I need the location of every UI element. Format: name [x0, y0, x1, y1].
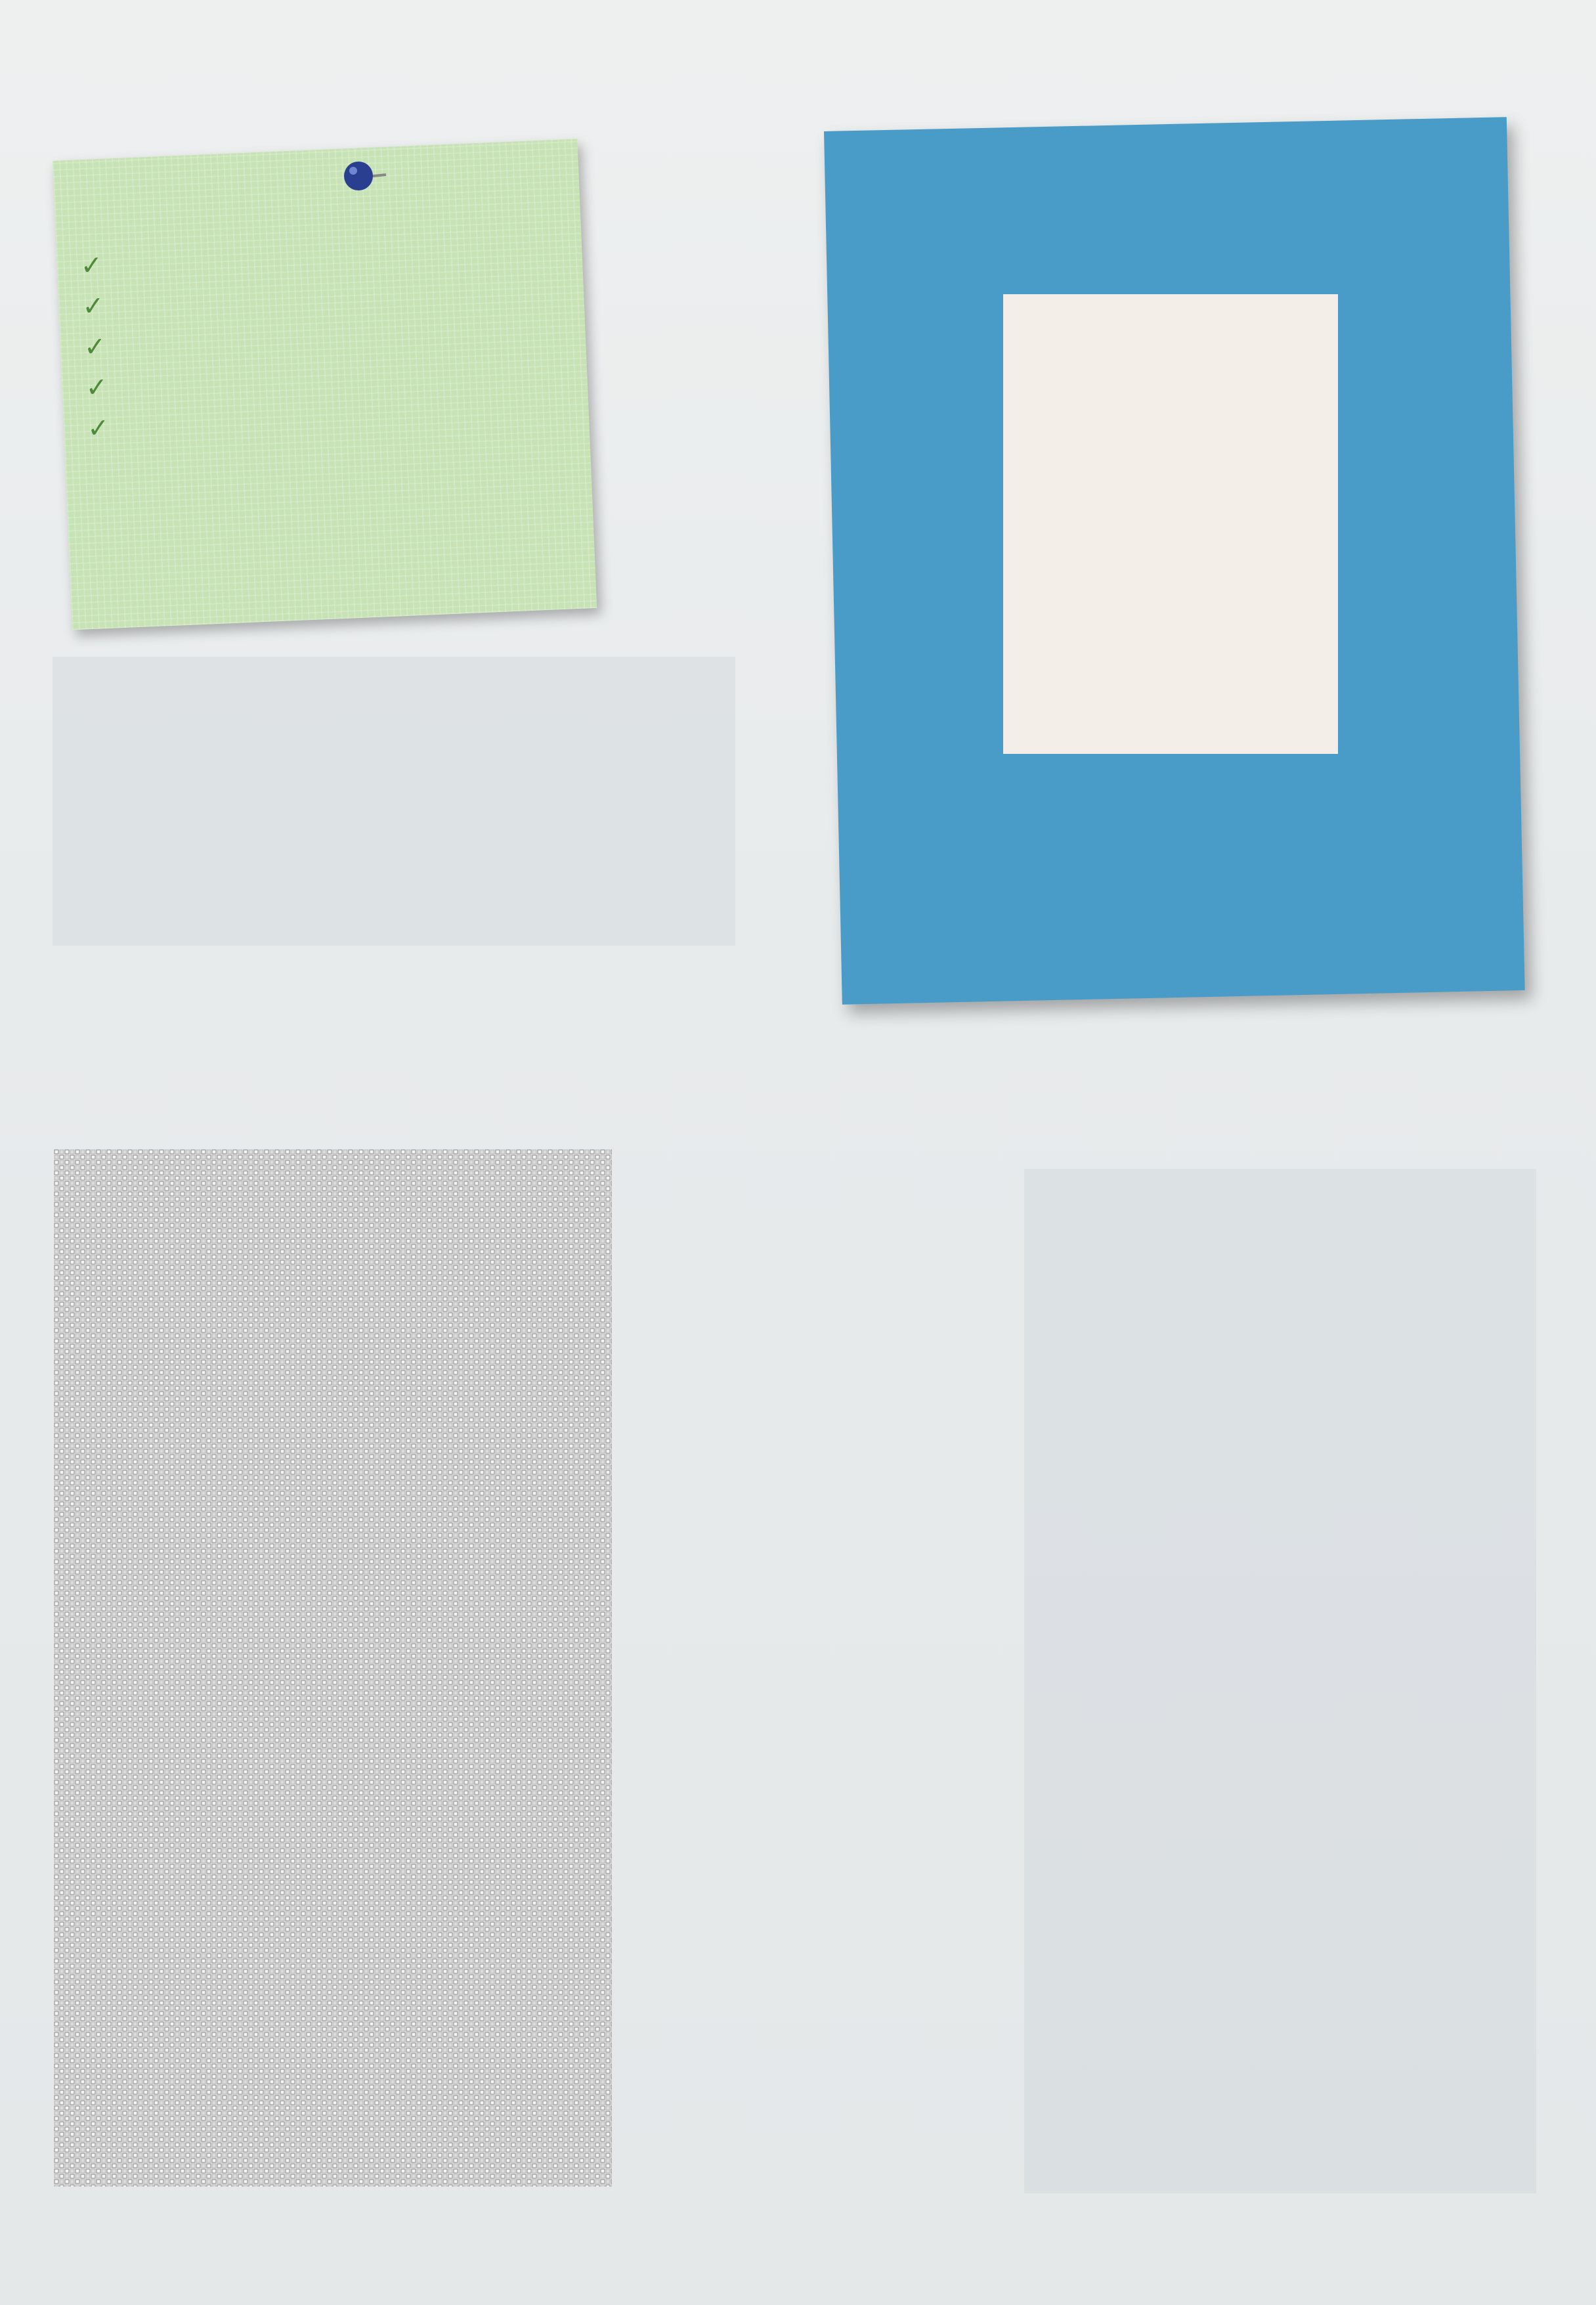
you-will-need-card: [53, 139, 597, 630]
bleed-through-panel-right: [1024, 1169, 1536, 2193]
check-icon: ✓: [79, 250, 104, 282]
check-icon: ✓: [85, 372, 108, 404]
need-item: [80, 231, 567, 280]
embroidery-photo: [1003, 294, 1338, 754]
need-item: [81, 272, 568, 321]
need-item: [87, 394, 573, 443]
stitch-chart: [54, 1149, 612, 2187]
you-will-need-list: [80, 231, 574, 455]
need-item: [85, 353, 572, 403]
push-pin-icon: [341, 158, 387, 204]
check-icon: ✓: [83, 331, 107, 363]
check-icon: ✓: [81, 290, 105, 322]
need-item: [83, 313, 570, 362]
bleed-through-panel: [53, 657, 735, 946]
stitch-list: [686, 1196, 1402, 1205]
check-icon: ✓: [87, 412, 110, 445]
